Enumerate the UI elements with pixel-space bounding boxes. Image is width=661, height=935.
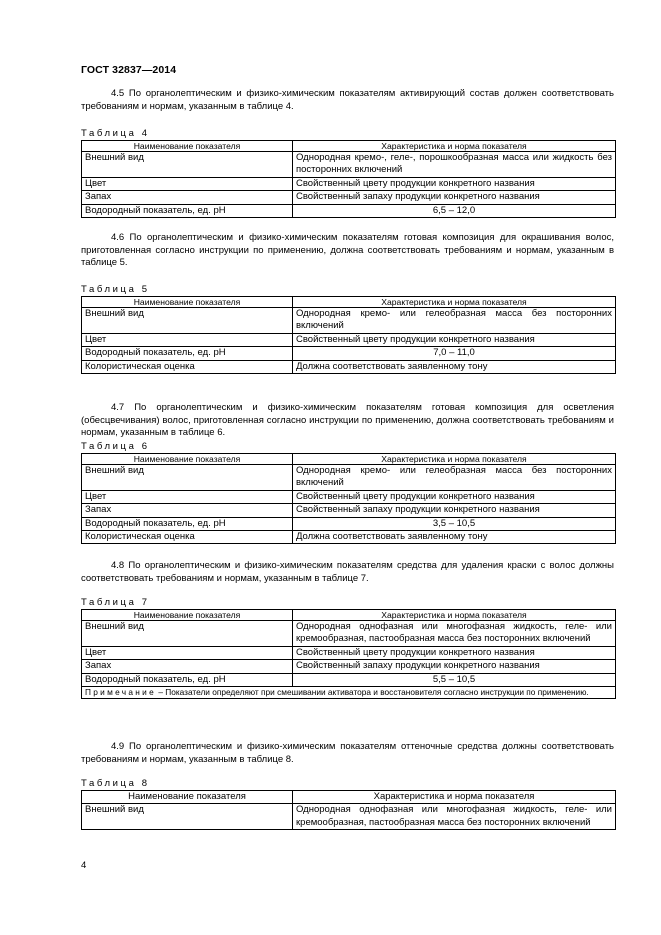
table-row [82,490,616,503]
table-caption: Таблица 8 [81,778,150,789]
indicator-value: Однородная кремо-, геле-, порошкообразная масса или жидкость без посторонних включений [293,152,616,178]
indicator-value: Свойственный запаху продукции конкретного названия [293,504,616,517]
table-7 [81,609,616,699]
table-header-row [82,141,616,152]
table-4 [81,140,616,218]
indicator-value: 3,5 – 10,5 [293,517,616,530]
table-row [82,360,616,373]
table-row [82,646,616,659]
table-6 [81,453,616,544]
table-header-row [82,791,616,804]
paragraph-4-6: 4.6 По органолептическим и физико-химическим показателям готовая композиция для окрашивания волос, приготовленная согласно инструкции по применению, должна соответствовать требованиям и нормам, указанным в таблице 5. [81,232,614,269]
indicator-name: Запах [82,191,293,204]
table-row [82,333,616,346]
indicator-name: Запах [82,504,293,517]
indicator-value: Однородная однофазная или многофазная жидкость, геле- или кремообразная, пастообразная масса без посторонних включений [293,804,616,830]
indicator-value: 6,5 – 12,0 [293,204,616,217]
table-row [82,804,616,830]
table-row [82,465,616,491]
table-row [82,621,616,647]
table-caption: Таблица 7 [81,597,150,608]
note-text: – Показатели определяют при смешивании активатора и восстановителя согласно инструкции по применению. [156,687,589,698]
indicator-value: Однородная однофазная или многофазная жидкость, геле- или кремообразная, пастообразная масса без посторонних включений [293,621,616,647]
column-header: Характеристика и норма показателя [293,610,616,621]
indicator-name: Цвет [82,177,293,190]
table-header-row [82,297,616,308]
indicator-name: Цвет [82,333,293,346]
indicator-name: Запах [82,660,293,673]
indicator-value: Свойственный цвету продукции конкретного названия [293,177,616,190]
indicator-value: Однородная кремо- или гелеобразная масса без посторонних включений [293,308,616,334]
table-8 [81,790,616,830]
table-row [82,673,616,686]
column-header: Характеристика и норма показателя [293,791,616,804]
table-row [82,308,616,334]
indicator-value: Должна соответствовать заявленному тону [293,360,616,373]
indicator-name: Водородный показатель, ед. рН [82,204,293,217]
table-row [82,517,616,530]
note-label: Примечание [85,687,157,698]
table-note-row [82,687,616,699]
indicator-name: Колористическая оценка [82,531,293,544]
indicator-value: 7,0 – 11,0 [293,347,616,360]
table-header-row [82,610,616,621]
indicator-name: Внешний вид [82,465,293,491]
indicator-name: Внешний вид [82,804,293,830]
table-caption: Таблица 4 [81,128,150,139]
table-row [82,660,616,673]
column-header: Наименование показателя [82,297,293,308]
table-row [82,347,616,360]
table-row [82,531,616,544]
table-row [82,177,616,190]
column-header: Наименование показателя [82,791,293,804]
page-number: 4 [81,860,87,871]
indicator-name: Водородный показатель, ед. рН [82,347,293,360]
indicator-name: Внешний вид [82,152,293,178]
indicator-value: Должна соответствовать заявленному тону [293,531,616,544]
indicator-name: Водородный показатель, ед. рН [82,673,293,686]
document-code: ГОСТ 32837—2014 [81,64,177,76]
indicator-name: Цвет [82,646,293,659]
table-row [82,504,616,517]
indicator-value: Однородная кремо- или гелеобразная масса без посторонних включений [293,465,616,491]
indicator-name: Внешний вид [82,621,293,647]
column-header: Характеристика и норма показателя [293,141,616,152]
indicator-name: Водородный показатель, ед. рН [82,517,293,530]
column-header: Наименование показателя [82,454,293,465]
paragraph-4-5: 4.5 По органолептическим и физико-химическим показателям активирующий состав должен соответствовать требованиям и нормам, указанным в таблице 4. [81,88,614,112]
table-caption: Таблица 5 [81,284,150,295]
paragraph-4-7: 4.7 По органолептическим и физико-химическим показателям готовая композиция для осветления (обесцвечивания) волос, приготовленная согласно инструкции по применению, должна соответствовать требованиям и нормам, указанным в таблице 6. [81,402,614,439]
indicator-value: Свойственный запаху продукции конкретного названия [293,660,616,673]
indicator-value: Свойственный цвету продукции конкретного названия [293,646,616,659]
table-caption: Таблица 6 [81,441,150,452]
table-5 [81,296,616,374]
paragraph-4-9: 4.9 По органолептическим и физико-химическим показателям оттеночные средства должны соответствовать требованиям и нормам, указанным в таблице 8. [81,741,614,765]
indicator-value: 5,5 – 10,5 [293,673,616,686]
table-note [82,687,616,699]
column-header: Характеристика и норма показателя [293,454,616,465]
table-row [82,191,616,204]
column-header: Наименование показателя [82,141,293,152]
indicator-name: Внешний вид [82,308,293,334]
paragraph-4-8: 4.8 По органолептическим и физико-химическим показателям средства для удаления краски с волос должны соответствовать требованиям и нормам, указанным в таблице 7. [81,560,614,584]
table-header-row [82,454,616,465]
column-header: Характеристика и норма показателя [293,297,616,308]
indicator-value: Свойственный запаху продукции конкретного названия [293,191,616,204]
table-row [82,204,616,217]
indicator-value: Свойственный цвету продукции конкретного названия [293,490,616,503]
column-header: Наименование показателя [82,610,293,621]
indicator-name: Цвет [82,490,293,503]
indicator-value: Свойственный цвету продукции конкретного названия [293,333,616,346]
indicator-name: Колористическая оценка [82,360,293,373]
table-row [82,152,616,178]
